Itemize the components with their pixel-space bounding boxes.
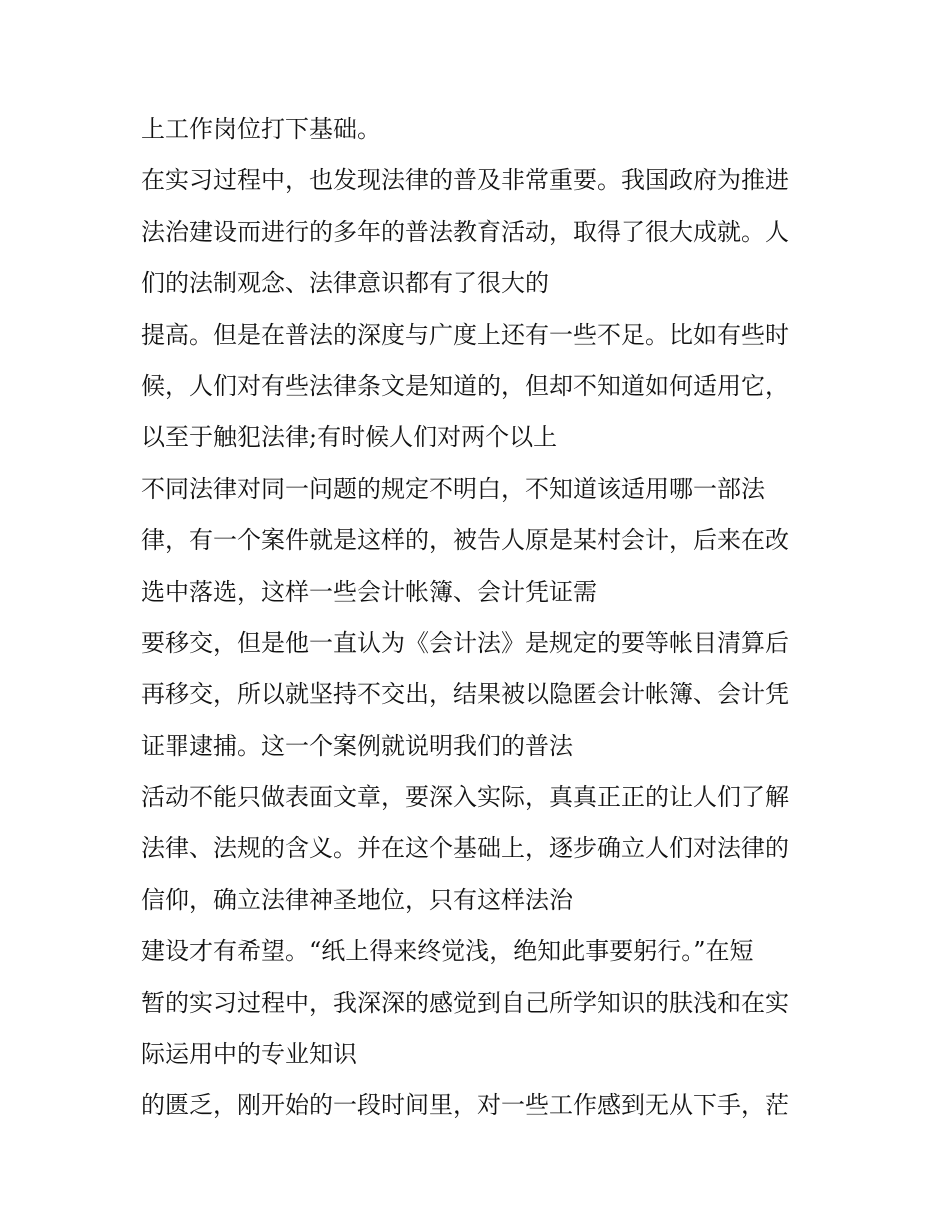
text-line: 提高。但是在普法的深度与广度上还有一些不足。比如有些时: [141, 320, 789, 349]
text-line: 的匮乏，刚开始的一段时间里，对一些工作感到无从下手，茫: [141, 1091, 789, 1120]
text-line: 选中落选，这样一些会计帐簿、会计凭证需: [141, 577, 597, 606]
text-line: 以至于触犯法律;有时候人们对两个以上: [141, 423, 558, 452]
text-line: 信仰，确立法律神圣地位，只有这样法治: [141, 885, 573, 914]
text-line: 再移交，所以就坚持不交出，结果被以隐匿会计帐簿、会计凭: [141, 680, 789, 709]
text-line: 候，人们对有些法律条文是知道的，但却不知道如何适用它，: [141, 371, 789, 400]
text-line: 暂的实习过程中，我深深的感觉到自己所学知识的肤浅和在实: [141, 988, 789, 1017]
text-line: 上工作岗位打下基础。: [141, 115, 381, 143]
text-line: 建设才有希望。“纸上得来终觉浅，绝知此事要躬行。”在短: [141, 937, 754, 966]
text-line: 法治建设而进行的多年的普法教育活动，取得了很大成就。人: [141, 217, 789, 246]
text-line: 们的法制观念、法律意识都有了很大的: [141, 269, 549, 298]
text-line: 要移交，但是他一直认为《会计法》是规定的要等帐目清算后: [141, 628, 789, 657]
text-line: 在实习过程中，也发现法律的普及非常重要。我国政府为推进: [141, 166, 789, 195]
text-line: 不同法律对同一问题的规定不明白，不知道该适用哪一部法: [141, 474, 765, 503]
text-line: 活动不能只做表面文章，要深入实际，真真正正的让人们了解: [141, 783, 789, 812]
text-line: 际运用中的专业知识: [141, 1040, 357, 1069]
text-line: 法律、法规的含义。并在这个基础上，逐步确立人们对法律的: [141, 834, 789, 863]
text-line: 律，有一个案件就是这样的，被告人原是某村会计，后来在改: [141, 526, 789, 555]
text-line: 证罪逮捕。这一个案例就说明我们的普法: [141, 731, 573, 760]
document-body: [141, 104, 821, 1132]
